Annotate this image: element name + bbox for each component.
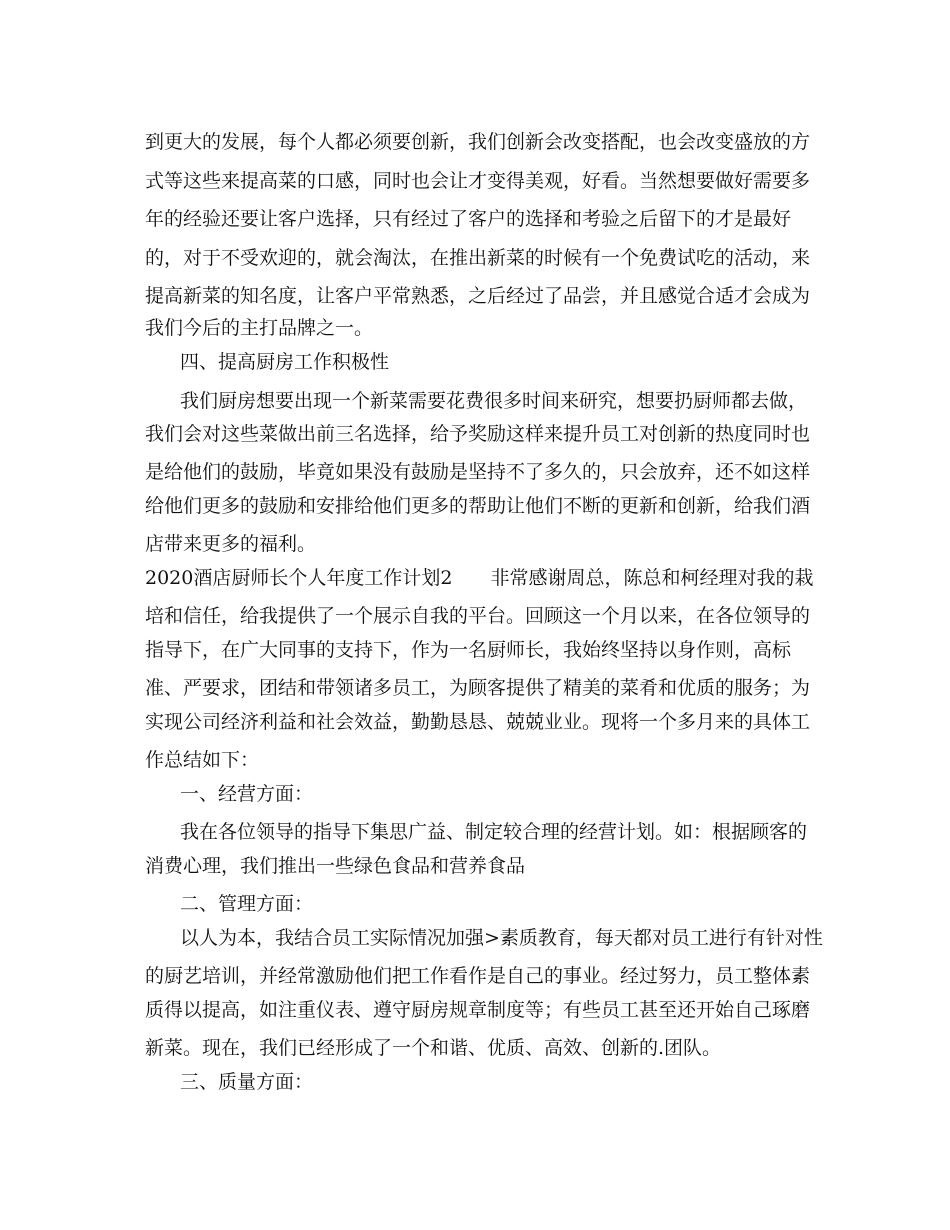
text-line: 质得以提高，如注重仪表、遵守厨房规章制度等；有些员工甚至还开始自己琢磨 [145, 999, 811, 1021]
text-line: 是给他们的鼓励，毕竟如果没有鼓励是坚持不了多久的，只会放弃，还不如这样 [145, 461, 811, 483]
text-line: 提高新菜的知名度，让客户平常熟悉，之后经过了品尝，并且感觉合适才会成为 [145, 285, 811, 307]
section-heading: 四、提高厨房工作积极性 [180, 351, 390, 373]
text-line: 的厨艺培训，并经常激励他们把工作看作是自己的事业。经过努力，员工整体素 [145, 965, 811, 987]
text-line: 指导下，在广大同事的支持下，作为一名厨师长，我始终坚持以身作则，高标 [145, 639, 792, 661]
section-heading: 一、经营方面： [180, 783, 314, 805]
text-line: 以人为本，我结合员工实际情况加强>素质教育，每天都对员工进行有针对性 [180, 927, 823, 949]
text-line: 店带来更多的福利。 [145, 533, 317, 555]
text-line: 消费心理，我们推出一些绿色食品和营养食品 [145, 855, 526, 877]
text-line: 实现公司经济利益和社会效益，勤勤恳恳、兢兢业业。现将一个多月来的具体工 [145, 711, 811, 733]
text-line: 准、严要求，团结和带领诸多员工，为顾客提供了精美的菜肴和优质的服务；为 [145, 677, 811, 699]
text-line: 我在各位领导的指导下集思广益、制定较合理的经营计划。如：根据顾客的 [180, 821, 808, 843]
text-line: 式等这些来提高菜的口感，同时也会让才变得美观，好看。当然想要做好需要多 [145, 170, 811, 192]
text-line: 的，对于不受欢迎的，就会淘汰，在推出新菜的时候有一个免费试吃的活动，来 [145, 247, 811, 269]
document-title-line: 2020酒店厨师长个人年度工作计划2 非常感谢周总，陈总和柯经理对我的栽 [145, 567, 814, 589]
section-heading: 二、管理方面： [180, 893, 314, 915]
text-line: 新菜。现在，我们已经形成了一个和谐、优质、高效、创新的.团队。 [145, 1037, 722, 1059]
section-heading: 三、质量方面： [180, 1071, 314, 1093]
text-line: 作总结如下： [145, 749, 260, 771]
text-line: 我们会对这些菜做出前三名选择，给予奖励这样来提升员工对创新的热度同时也 [145, 423, 811, 445]
text-line: 到更大的发展，每个人都必须要创新，我们创新会改变搭配，也会改变盛放的方 [145, 131, 811, 153]
text-line: 我们厨房想要出现一个新菜需要花费很多时间来研究，想要扔厨师都去做， [180, 390, 808, 412]
text-line: 给他们更多的鼓励和安排给他们更多的帮助让他们不断的更新和创新，给我们酒 [145, 495, 811, 517]
text-line: 我们今后的主打品牌之一。 [145, 317, 374, 339]
text-line: 年的经验还要让客户选择，只有经过了客户的选择和考验之后留下的才是最好 [145, 208, 792, 230]
text-line: 培和信任，给我提供了一个展示自我的平台。回顾这一个月以来，在各位领导的 [145, 605, 811, 627]
